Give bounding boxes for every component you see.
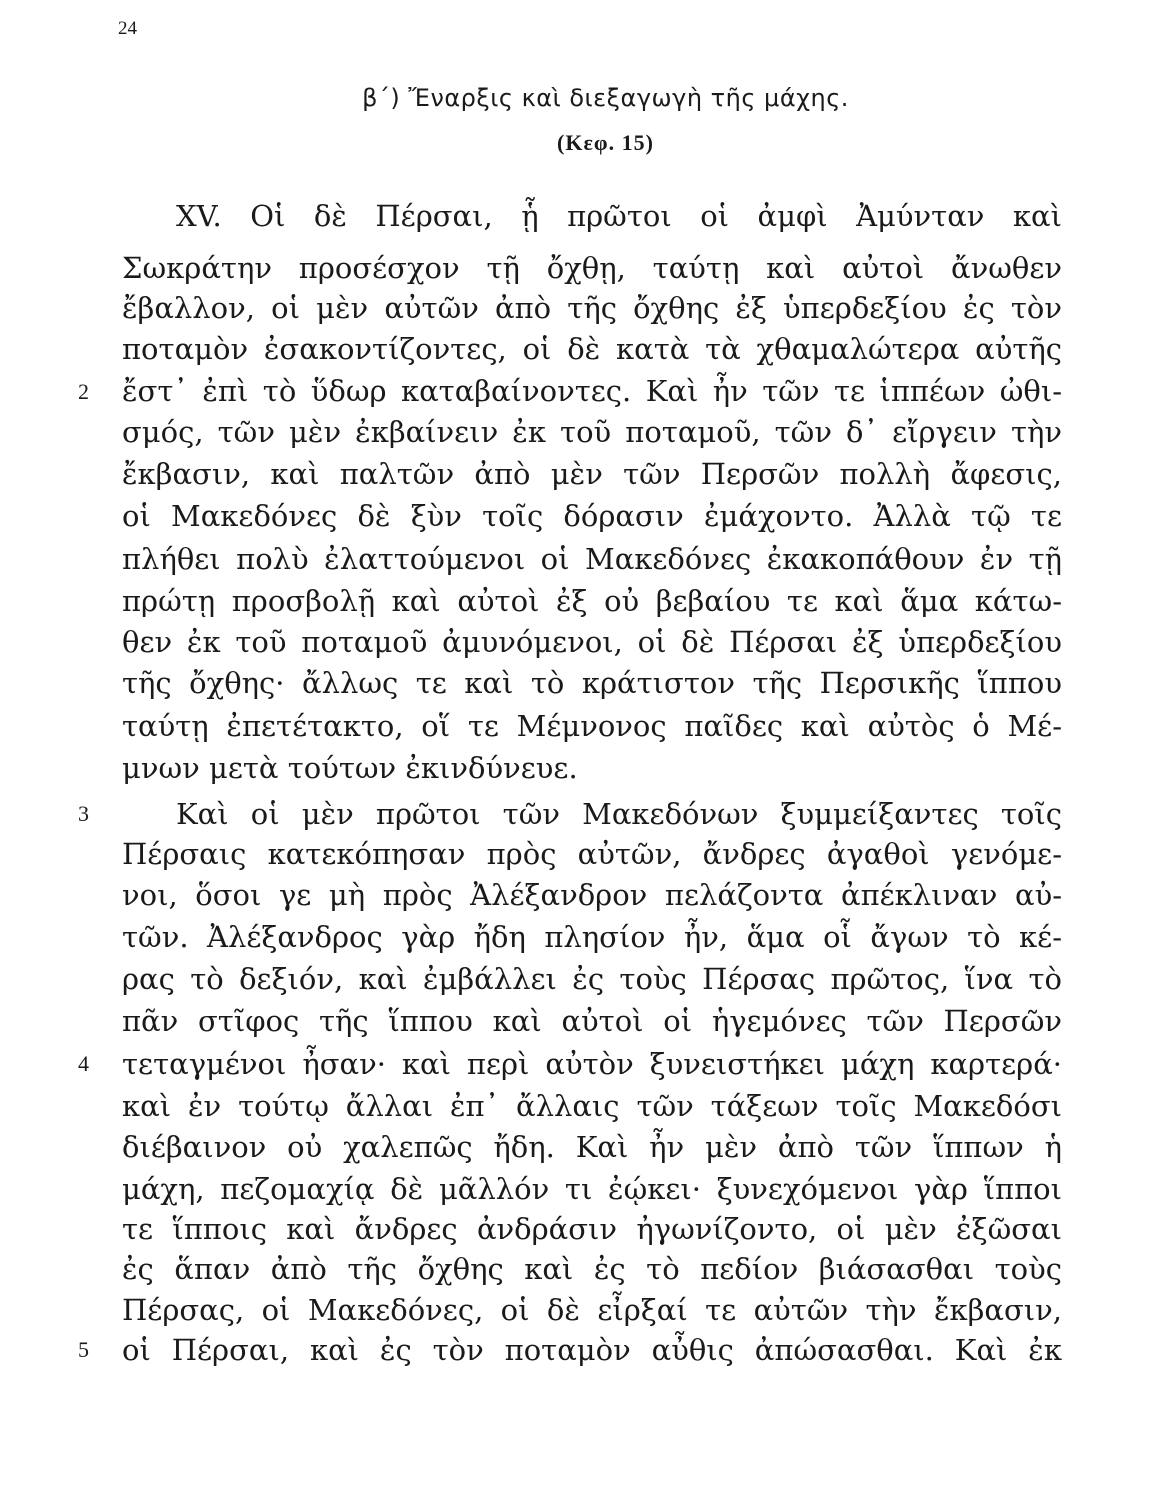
text-line: Πέρσας, οἱ Μακεδόνες, οἱ δὲ εἶρξαί τε αὐτῶν τὴν ἔκβασιν, bbox=[122, 1293, 1062, 1327]
margin-number: 3 bbox=[78, 801, 89, 826]
margin-number: 4 bbox=[78, 1051, 89, 1076]
margin-number: 2 bbox=[78, 379, 89, 404]
text-line: τε ἵπποις καὶ ἄνδρες ἀνδράσιν ἠγωνίζοντο, οἱ μὲν ἐξῶσαι bbox=[122, 1212, 1062, 1246]
text-line: ρας τὸ δεξιόν, καὶ ἐμβάλλει ἐς τοὺς Πέρσας πρῶτος, ἵνα τὸ bbox=[122, 962, 1062, 996]
text-line: ἐς ἅπαν ἀπὸ τῆς ὄχθης καὶ ἐς τὸ πεδίον βιάσασθαι τοὺς bbox=[122, 1252, 1062, 1286]
text-line: διέβαινον οὐ χαλεπῶς ἤδη. Καὶ ἦν μὲν ἀπὸ τῶν ἵππων ἡ bbox=[122, 1130, 1062, 1164]
text-line: Σωκράτην προσέσχον τῇ ὄχθῃ, ταύτῃ καὶ αὐτοὶ ἄνωθεν bbox=[122, 251, 1062, 285]
text-line: καὶ ἐν τούτῳ ἄλλαι ἐπ᾽ ἄλλαις τῶν τάξεων τοῖς Μακεδόσι bbox=[122, 1089, 1062, 1123]
text-line: οἱ Μακεδόνες δὲ ξὺν τοῖς δόρασιν ἐμάχοντο. Ἀλλὰ τῷ τε bbox=[122, 499, 1062, 533]
chapter-reference: (Κεφ. 15) bbox=[557, 130, 654, 155]
text-line: μνων μετὰ τούτων ἐκινδύνευε. bbox=[122, 751, 578, 785]
text-line: οἱ Πέρσαι, καὶ ἐς τὸν ποταμὸν αὖθις ἀπώσασθαι. Καὶ ἐκ bbox=[122, 1333, 1062, 1367]
margin-number: 5 bbox=[78, 1337, 89, 1362]
text-line: ἔκβασιν, καὶ παλτῶν ἀπὸ μὲν τῶν Περσῶν πολλὴ ἄφεσις, bbox=[122, 457, 1062, 491]
text-line: ταύτῃ ἐπετέτακτο, οἵ τε Μέμνονος παῖδες καὶ αὐτὸς ὁ Μέ- bbox=[122, 709, 1062, 743]
text-line: πᾶν στῖφος τῆς ἵππου καὶ αὐτοὶ οἱ ἡγεμόνες τῶν Περσῶν bbox=[122, 1004, 1062, 1038]
text-line: θεν ἐκ τοῦ ποταμοῦ ἀμυνόμενοι, οἱ δὲ Πέρσαι ἐξ ὑπερδεξίου bbox=[122, 625, 1062, 659]
text-line: σμός, τῶν μὲν ἐκβαίνειν ἐκ τοῦ ποταμοῦ, τῶν δ᾽ εἴργειν τὴν bbox=[122, 415, 1062, 449]
text-line: ἔβαλλον, οἱ μὲν αὐτῶν ἀπὸ τῆς ὄχθης ἐξ ὑπερδεξίου ἐς τὸν bbox=[122, 291, 1062, 325]
text-line: Πέρσαις κατεκόπησαν πρὸς αὐτῶν, ἄνδρες ἀγαθοὶ γενόμε- bbox=[122, 837, 1062, 871]
text-line: μάχη, πεζομαχίᾳ δὲ μᾶλλόν τι ἐῴκει· ξυνεχόμενοι γὰρ ἵπποι bbox=[122, 1172, 1062, 1206]
text-line: Καὶ οἱ μὲν πρῶτοι τῶν Μακεδόνων ξυμμείξαντες τοῖς bbox=[176, 797, 1062, 831]
text-line: τῶν. Ἀλέξανδρος γὰρ ἤδη πλησίον ἦν, ἅμα οἷ ἄγων τὸ κέ- bbox=[122, 920, 1062, 954]
text-line: νοι, ὅσοι γε μὴ πρὸς Ἀλέξανδρον πελάζοντα ἀπέκλιναν αὐ- bbox=[122, 878, 1062, 912]
text-line: τῆς ὄχθης· ἄλλως τε καὶ τὸ κράτιστον τῆς Περσικῆς ἵππου bbox=[122, 666, 1062, 700]
text-line: ποταμὸν ἐσακοντίζοντες, οἱ δὲ κατὰ τὰ χθαμαλώτερα αὐτῆς bbox=[122, 332, 1062, 366]
text-line: XV. Οἱ δὲ Πέρσαι, ᾗ πρῶτοι οἱ ἀμφὶ Ἀμύνταν καὶ bbox=[176, 199, 1062, 233]
text-line: ἔστ᾽ ἐπὶ τὸ ὕδωρ καταβαίνοντες. Καὶ ἦν τῶν τε ἱππέων ὠθι- bbox=[122, 374, 1062, 408]
text-line: πλήθει πολὺ ἐλαττούμενοι οἱ Μακεδόνες ἐκακοπάθουν ἐν τῇ bbox=[122, 542, 1062, 576]
text-line: πρώτῃ προσβολῇ καὶ αὐτοὶ ἐξ οὐ βεβαίου τε καὶ ἅμα κάτω- bbox=[122, 584, 1062, 618]
text-line: τεταγμένοι ἦσαν· καὶ περὶ αὐτὸν ξυνειστήκει μάχη καρτερά· bbox=[122, 1047, 1062, 1081]
section-heading: β΄) Ἔναρξις καὶ διεξαγωγὴ τῆς μάχης. bbox=[362, 84, 849, 112]
page-number: 24 bbox=[118, 18, 137, 39]
